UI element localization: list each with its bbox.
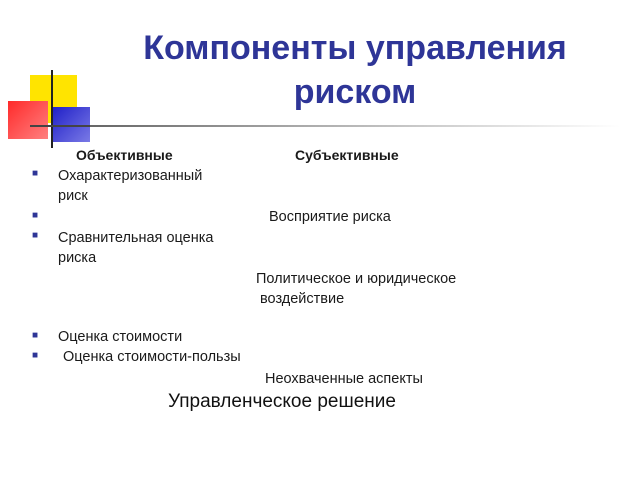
item-comparative-assessment-l2: риска xyxy=(58,250,97,266)
header-subjective: Субъективные xyxy=(295,147,399,163)
item-political-legal-l1: Политическое и юридическое xyxy=(256,271,457,287)
item-uncovered-aspects: Неохваченные аспекты xyxy=(265,371,423,387)
bullet-marker: ■ xyxy=(32,330,39,341)
bullet-marker: ■ xyxy=(32,230,39,241)
header-objective: Объективные xyxy=(76,147,173,163)
slide-title xyxy=(90,26,620,114)
slide-title-line1: Компоненты управления xyxy=(143,29,567,67)
title-divider-line xyxy=(90,125,620,127)
bullet-marker: ■ xyxy=(32,210,39,221)
logo-red-square xyxy=(8,101,48,139)
slide-title-line2: риском xyxy=(293,73,417,111)
item-management-decision: Управленческое решение xyxy=(168,391,396,412)
item-characterized-risk-l1: Охарактеризованный xyxy=(58,168,203,184)
bullet-marker: ■ xyxy=(32,168,39,179)
item-characterized-risk-l2: риск xyxy=(58,188,88,204)
bullet-marker: ■ xyxy=(32,350,39,361)
slide-logo xyxy=(0,0,100,150)
item-comparative-assessment-l1: Сравнительная оценка xyxy=(58,230,214,246)
item-cost-benefit: Оценка стоимости-пользы xyxy=(63,349,241,365)
logo-vertical-line xyxy=(51,70,53,148)
item-political-legal-l2: воздействие xyxy=(260,291,345,307)
item-risk-perception: Восприятие риска xyxy=(269,209,391,225)
logo-horizontal-line xyxy=(30,125,90,127)
item-cost-assessment: Оценка стоимости xyxy=(58,329,183,345)
